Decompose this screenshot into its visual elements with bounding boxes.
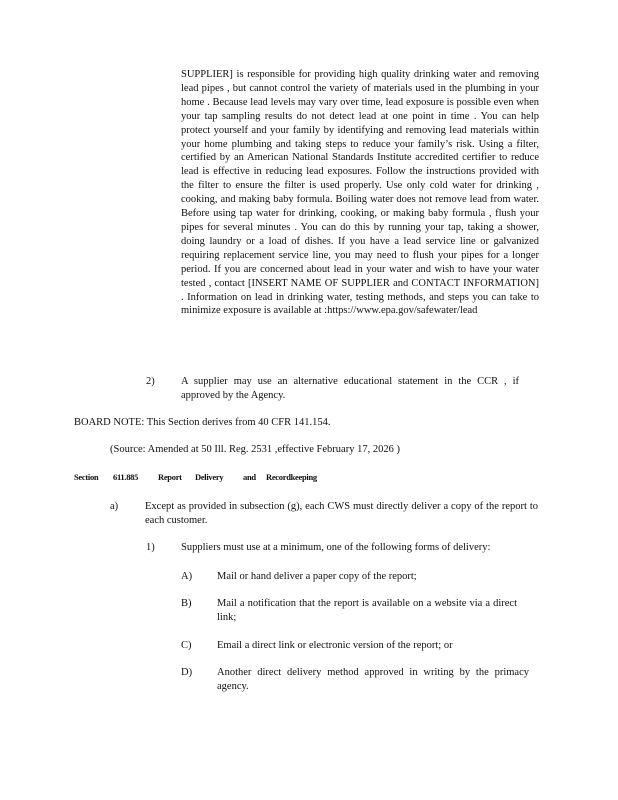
subsection-a-marker: a) bbox=[110, 501, 119, 512]
option-c-marker: C) bbox=[181, 640, 192, 651]
item-2-text: A supplier may use an alternative educational statement in the CCR , if approved by the Agency. bbox=[181, 376, 519, 401]
subsection-a-text: Except as provided in subsection (g), each CWS must directly deliver a copy of the report to each customer. bbox=[145, 501, 538, 526]
item-2-number: 2) bbox=[146, 376, 155, 387]
option-d-marker: D) bbox=[181, 667, 193, 678]
option-d-text: Another direct delivery method approved in writing by the primacy agency. bbox=[217, 667, 529, 692]
section-title-word-3: and bbox=[243, 472, 256, 482]
supplier-lead-paragraph: SUPPLIER] is responsible for providing high quality drinking water and removing lead pipes , but cannot control the variety of materials used in the plumbing in your home . Because lead levels may vary over time, lead exposure is possible even when your tap sampling results do not detect lead at one point in time . You can help protect yourself and your family by identifying and removing lead materials within your home plumbing and taking steps to reduce your family’s risk. Using a filter, certified by an American National Standards Institute accredited certifier to reduce lead is effective in reducing lead exposures. Follow the instructions provided with the filter to ensure the filter is used properly. Use only cold water for drinking , cooking, and making baby formula. Boiling water does not remove lead from water. Before using tap water for drinking, cooking, or making baby formula , flush your pipes for several minutes . You can do this by running your tap, taking a shower, doing laundry or a load of dishes. If you have a lead service line or galvanized requiring replacement service line, you may need to flush your pipes for a longer period. If you are concerned about lead in your water and wish to have your water tested , contact [INSERT NAME OF SUPPLIER and CONTACT INFORMATION] . Information on lead in drinking water, testing methods, and steps you can take to minimize exposure is available at :https://www.epa.gov/safewater/lead bbox=[181, 69, 539, 317]
section-number: 611.885 bbox=[113, 472, 139, 482]
source-note: (Source: Amended at 50 Ill. Reg. 2531 ,effective February 17, 2026 ) bbox=[110, 444, 400, 455]
section-title-word-2: Delivery bbox=[195, 472, 224, 482]
section-title-word-4: Recordkeeping bbox=[266, 472, 317, 482]
option-b-text: Mail a notification that the report is available on a website via a direct link; bbox=[217, 598, 517, 623]
item-1-text: Suppliers must use at a minimum, one of the following forms of delivery: bbox=[181, 542, 491, 553]
option-b-marker: B) bbox=[181, 598, 192, 609]
board-note: BOARD NOTE: This Section derives from 40 CFR 141.154. bbox=[74, 417, 331, 428]
option-a-marker: A) bbox=[181, 571, 193, 582]
option-c-text: Email a direct link or electronic version of the report; or bbox=[217, 640, 453, 651]
item-1-number: 1) bbox=[146, 542, 155, 553]
option-a-text: Mail or hand deliver a paper copy of the report; bbox=[217, 571, 417, 582]
section-label: Section bbox=[74, 472, 99, 482]
section-title-word-1: Report bbox=[158, 472, 182, 482]
